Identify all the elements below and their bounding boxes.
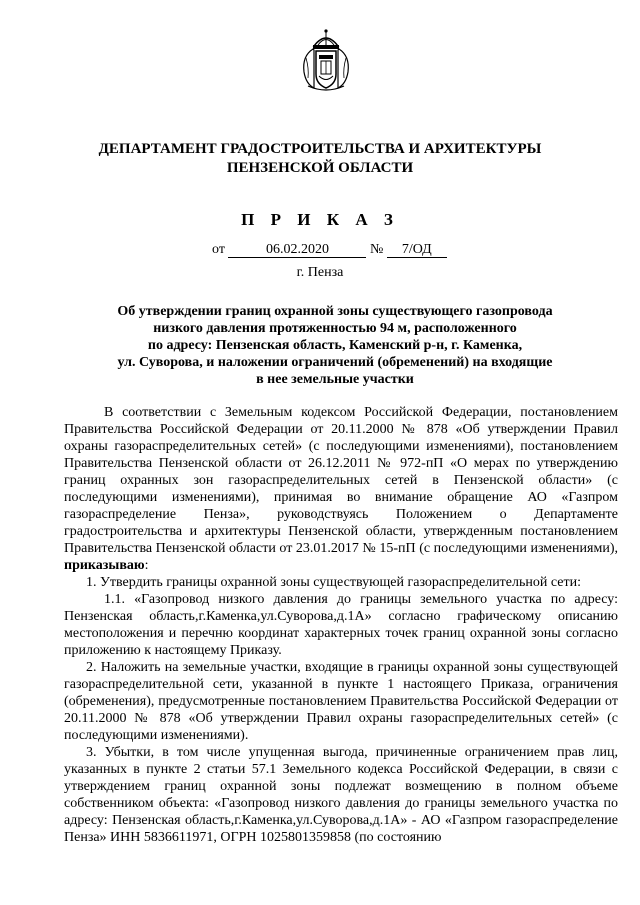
subject-line4: ул. Суворова, и наложении ограничений (обременений) на входящие <box>117 355 553 370</box>
item-1-1-paragraph: 1.1. «Газопровод низкого давления до границы земельного участка по адресу: Пензенская область,г.Каменка,ул.Суворова,д.1А» согласно графическому описанию местоположения и перечню координат характерных точек границ охранной зоны согласно приложению к настоящему Приказу. <box>64 592 618 658</box>
subject-line1: Об утверждении границ охранной зоны существующего газопровода <box>117 304 553 319</box>
coat-of-arms-icon <box>300 28 352 92</box>
item-1-paragraph: 1. Утвердить границы охранной зоны существующей газораспределительной сети: <box>86 575 581 590</box>
preamble-text: В соответствии с Земельным кодексом Российской Федерации, постановлением Правительства Российской Федерации от 20.11.2000 № 878 «Об утверждении Правил охраны газораспределительных сетей» (с последующими изменениями), постановлением Правительства Пензенской области от 26.12.2011 № 972-пП «О мерах по утверждению границ охранных зон газораспределительных сетей в Пензенской области» (с последующими изменениями), принимая во внимание обращение АО «Газпром газораспределение Пенза», руководствуясь Положением о Департаменте градостроительства и архитектуры Пензенской области, утвержденным постановлением Правительства Пензенской области от 23.01.2017 № 15-пП (с последующими изменениями), <box>64 405 618 556</box>
order-from-label: от <box>212 242 225 257</box>
order-date: 06.02.2020 <box>228 242 366 258</box>
order-date-number-line <box>212 241 447 259</box>
item-2-paragraph: 2. Наложить на земельные участки, входящие в границы охранной зоны существующей газораспределительной сети, указанной в пункте 1 настоящего Приказа, ограничения (обременения), предусмотренные постановлением Правительства Российской Федерации от 20.11.2000 № 878 «Об утверждении Правил охраны газораспределительных сетей» (с последующими изменениями). <box>64 660 618 743</box>
subject-line2: низкого давления протяженностью 94 м, расположенного <box>153 321 517 336</box>
department-name-line2: ПЕНЗЕНСКОЙ ОБЛАСТИ <box>226 160 414 176</box>
subject-line3: по адресу: Пензенская область, Каменский р-н, г. Каменка, <box>147 338 523 353</box>
department-name-line1: ДЕПАРТАМЕНТ ГРАДОСТРОИТЕЛЬСТВА И АРХИТЕКТУРЫ <box>98 141 542 157</box>
order-city: г. Пенза <box>296 265 344 280</box>
preamble-paragraph <box>64 404 618 574</box>
order-body <box>64 404 618 846</box>
orders-word: приказываю <box>64 558 145 573</box>
department-name <box>0 140 640 178</box>
order-number-label: № <box>369 242 384 257</box>
order-subject <box>90 303 580 388</box>
subject-line5: в нее земельные участки <box>256 372 414 387</box>
orders-colon: : <box>144 558 149 573</box>
order-number: 7/ОД <box>387 242 447 258</box>
item-3-paragraph: 3. Убытки, в том числе упущенная выгода, причиненные ограничением прав лиц, указанных в пункте 2 статьи 57.1 Земельного кодекса Российской Федерации, в связи с утверждением границ охранной зоны подлежат возмещению в полном объеме собственником объекта: «Газопровод низкого давления до границы земельного участка по адресу: Пензенская область,г.Каменка,ул.Суворова,д.1А» - АО «Газпром газораспределение Пенза» ИНН 5836611971, ОГРН 1025801359858 (по состоянию <box>64 745 618 845</box>
order-title: П Р И К А З <box>241 210 399 229</box>
